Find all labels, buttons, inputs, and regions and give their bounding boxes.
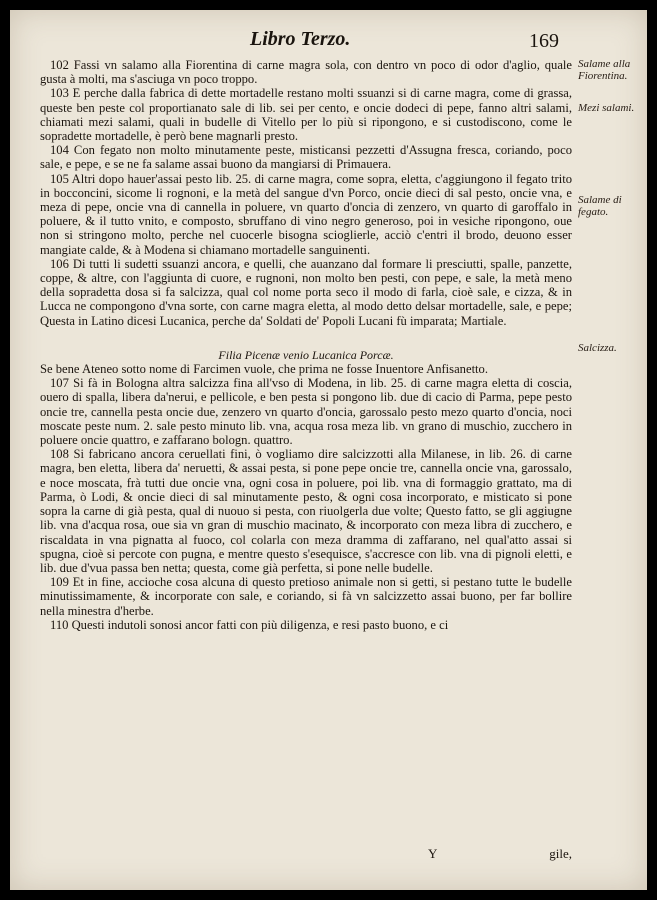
page-number: 169	[529, 30, 559, 52]
page-footer	[40, 846, 572, 866]
paragraph-105: 105 Altri dopo hauer'assai pesto lib. 25. di carne magra, come sopra, eletta, c'aggiungono il fegato trito in bocconcini, sicome li rognoni, e la metà del sangue d'vn Porco, oncie dieci di sal pesto, oncie vna, e meza di pepe, oncie vna di cannella in poluere, vn quarto d'oncia di zenzero, vn quarto di garoffalo in poluere, & il tutto vnito, e composto, sbruffano di vino negro generoso, poi in vesiche ripongono, oue non si stringono molto, perche nel cuocerle bisogna scioglierle, acciò c'entri il brodo, deuono esser mangiate calde, & à Modena si chiamano mortadelle sanguinenti.	[40, 171, 572, 257]
margin-note-mezi-salami: Mezi salami.	[578, 102, 635, 114]
catchword: gile,	[549, 846, 572, 861]
paragraph-ateneo: Se bene Ateneo sotto nome di Farcimen vuole, che prima ne fosse Inuentore Anfisanetto.	[40, 362, 489, 377]
book-page	[10, 10, 647, 890]
paragraph-109: 109 Et in fine, accioche cosa alcuna di questo pretioso animale non si getti, si pestano tutte le budelle minutissimamente, & incorporate con sale, e coriando, si fà vn salcizzetto assai buono, per far bollire nella minestra d'herbe.	[40, 575, 572, 618]
signature-mark: Y	[428, 846, 438, 861]
paragraph-104: 104 Con fegato non molto minutamente peste, misticansi pezzetti d'Assugna fresca, coriando, poco sale, e pepe, e se ne fa salame assai buono da mangiarsi di Primauera.	[40, 143, 572, 172]
paragraph-103: 103 E perche dalla fabrica di dette mortadelle restano molti ssuanzi si di carne magra, come di grassa, queste ben peste col proportianato sale di lib. sei per cento, e oncie dodeci di pepe, fanno altri salami, chiamati mezi salami, quali in budelle di Vitello per lo più si ripongono, e si custodiscono, come le sopradette mortadelle, è però bene magnarli presto.	[40, 86, 572, 144]
page-header	[10, 28, 647, 58]
martial-quote: Filia Picenæ venio Lucanica Porcæ.	[218, 347, 394, 362]
paragraph-106: 106 Di tutti li sudetti ssuanzi ancora, e quelli, che auanzano dal formare li presciutti, spalle, panzette, coppe, & altre, con l'aggiunta di cuore, e rugnoni, non molto ben pesti, con pepe, e sale, la metà meno della sopradetta dosa si fa salcizza, qual col nome porta seco il modo di farla, cioè sale, e cizza, & in Lucca ne compongono d'vna sorte, con carne magra eletta, al modo detto delsar mortadelle, sale, e pepe; Questa in Latino dicesi Lucanica, perche da' Soldati de' Popoli Lucani fù imparata; Martiale.	[40, 256, 572, 328]
paragraph-108: 108 Si fabricano ancora ceruellati fini, ò vogliamo dire salcizzotti alla Milanese, in lib. 26. di carne magra, ben eletta, libera da' neruetti, & assai pesta, si pone pepe oncie tre, cannella oncie vna, garossalo, e noce moscata, frà tutti due oncie vna, ogni cosa in poluere, poi lib. vna di formaggio grattato, ma di Parma, ò Lodi, & oncie dieci di sal minutamente pesto, & ogni cosa incorporato, e misticato si pone sopra la carne di già pesta, qual di nuouo si pesta, con riuolgerla due volte; Questo fatto, se gli aggiugne lib. vna d'acqua rosa, oue sia vn gran di muschio macinato, & incorporato con meza libra di zucchero, e riscaldata in vna pignatta al fuoco, col colarla con meza dramma di zaffarano, nel qual'atto assai si spugna, cioè si percote con pugna, e mentre questo s'esequisce, s'accresce con lib. vna di pignoli eletti, e lib. due d'vua passa ben netta; questa, come già perfetta, si pone nelle budelle.	[40, 447, 572, 575]
paragraph-102: 102 Fassi vn salamo alla Fiorentina di carne magra sola, con dentro vn poco di odor d'aglio, quale gusta à molti, ma s'asciuga vn poco troppo.	[40, 58, 572, 87]
margin-note-salame-fegato: Salame di fegato.	[578, 194, 622, 218]
body-text	[40, 58, 572, 632]
running-title: Libro Terzo.	[250, 28, 351, 50]
margin-note-salame-fiorentina: Salame alla Fiorentina.	[578, 58, 631, 82]
paragraph-107: 107 Si fà in Bologna altra salcizza fina all'vso di Modena, in lib. 25. di carne magra eletta di coscia, ouero di spalla, libera da'nerui, e pellicole, e ben pesta si pongono lib. due di cacio di Parma, pepe pesto oncie tre, cannella pesta oncie due, zenzero vn quarto d'oncia, garossalo pesto mezo quarto d'oncia, noci moscate peste num. 2. sale pesto minuto lib. vna, acqua rosa meza lib. vn grano di muschio, zucchero in poluere oncie quattro, e zaffarano bologn. quattro.	[40, 376, 572, 448]
paragraph-110: 110 Questi indutoli sonosi ancor fatti con più diligenza, e resi pasto buono, e ci	[50, 617, 449, 632]
margin-note-salcizza: Salcizza.	[578, 342, 617, 354]
